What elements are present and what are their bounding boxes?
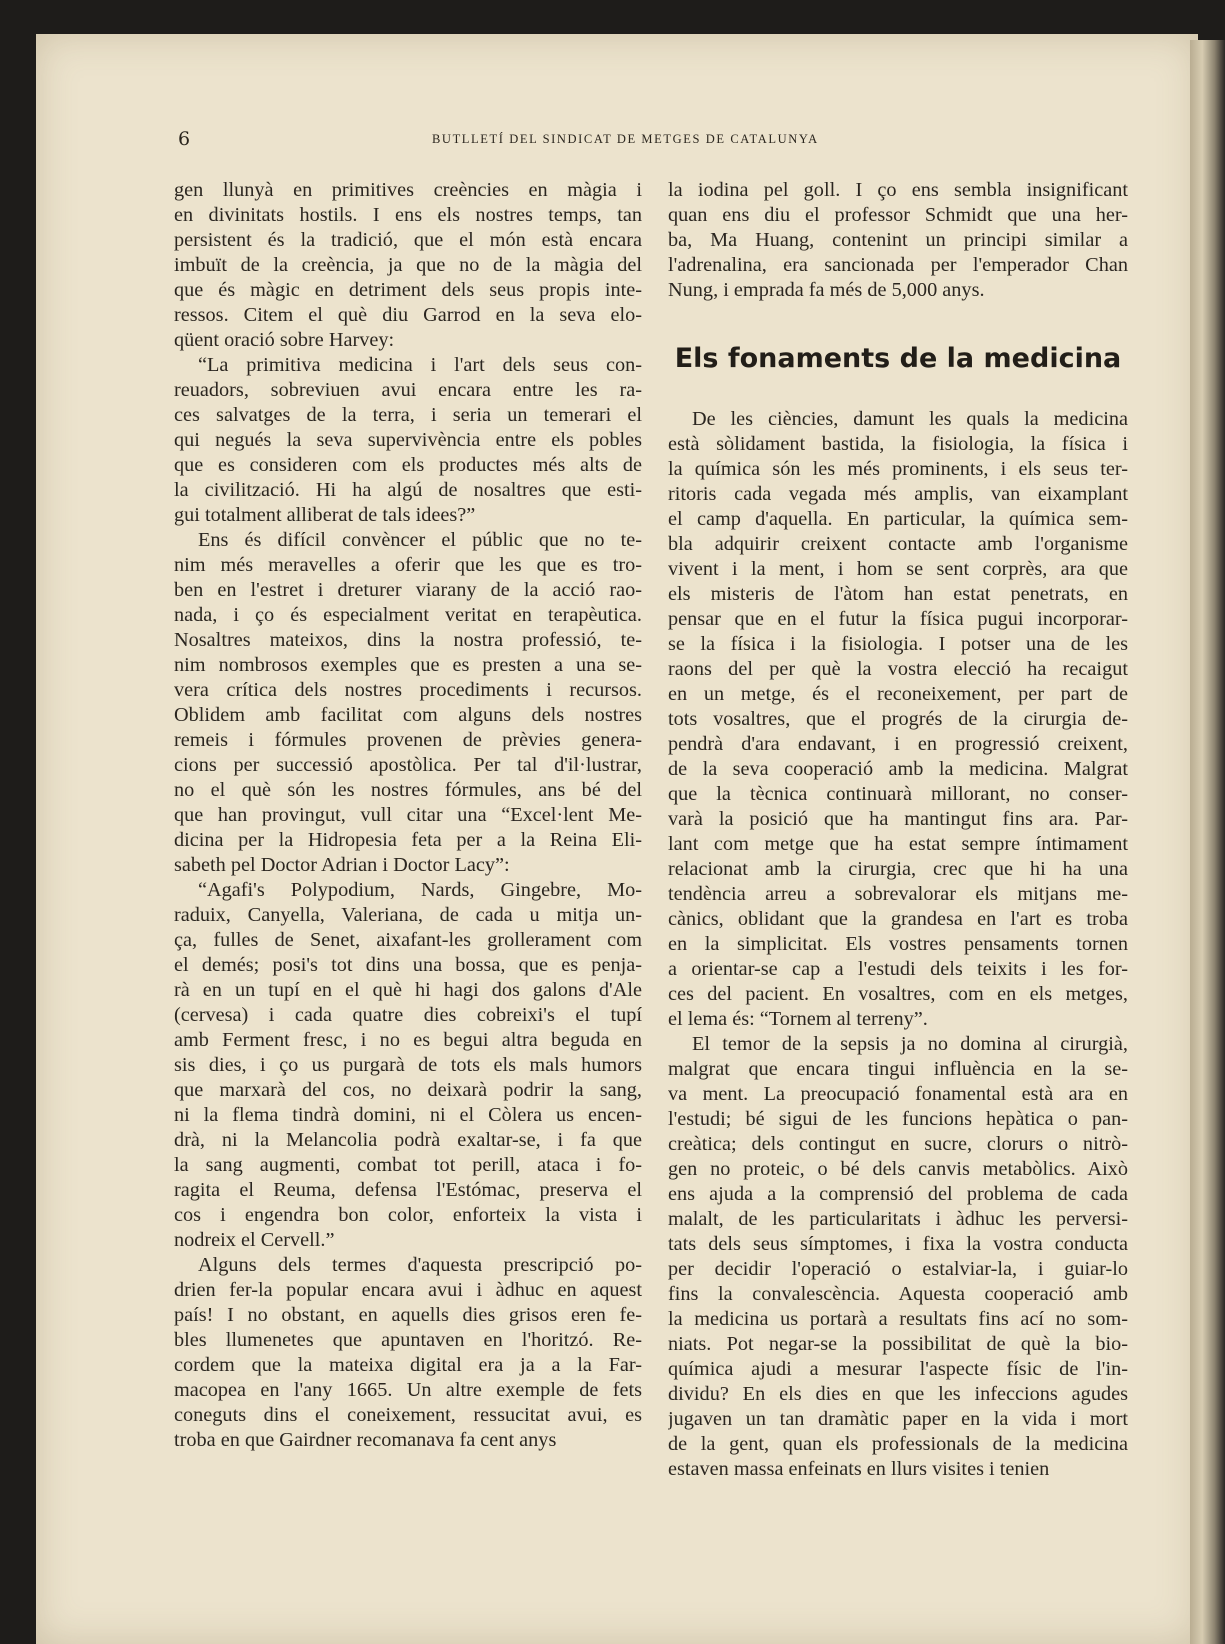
text-line: en un metge, és el reconeixement, per part de — [668, 683, 1128, 705]
right-column — [668, 178, 1128, 1482]
text-line: gen llunyà en primitives creències en màgia i — [174, 179, 642, 201]
page-edge — [1190, 40, 1225, 1644]
text-line: El temor de la sepsis ja no domina al cirurgià, — [692, 1033, 1128, 1055]
text-line: “Agafi's Polypodium, Nards, Gingebre, Mo- — [198, 879, 642, 901]
text-line: creàtica; dels contingut en sucre, clorurs o nitrò- — [668, 1133, 1128, 1155]
text-line: remeis i fórmules provenen de prèvies genera- — [174, 729, 642, 751]
text-line: vivent i la ment, i hom se sent corprès, ara que — [668, 558, 1128, 580]
text-line: raduix, Canyella, Valeriana, de cada u mitja un- — [174, 904, 642, 926]
text-line: ces salvatges de la terra, i seria un temerari el — [174, 404, 642, 426]
text-line: vera crítica dels nostres procediments i recursos. — [174, 679, 642, 701]
text-line: gui totalment alliberat de tals idees?” — [174, 504, 476, 526]
text-line: sis dies, i ço us purgarà de tots els mals humors — [174, 1054, 642, 1076]
right-body-text — [668, 407, 1128, 1482]
text-line: tendència arreu a sobrevalorar els mitjans me- — [668, 883, 1128, 905]
text-line: ressos. Citem el què diu Garrod en la seva elo- — [174, 304, 642, 326]
text-line: De les ciències, damunt les quals la medicina — [692, 408, 1128, 430]
text-line: coneguts dins el coneixement, ressucitat avui, es — [174, 1404, 642, 1426]
text-line: l'estudi; bé sigui de les funcions hepàtica o pan- — [668, 1108, 1128, 1130]
text-line: reuadors, sobreviuen avui encara entre les ra- — [174, 379, 642, 401]
text-line: ben en l'estret i dreturer viarany de la acció rao- — [174, 579, 642, 601]
text-line: ça, fulles de Senet, aixafant-les grollerament com — [174, 929, 642, 951]
text-line: cànics, oblidant que la grandesa en l'art es troba — [668, 908, 1128, 930]
text-line: que la tècnica continuarà millorant, no conser- — [668, 783, 1128, 805]
text-line: no el què són les nostres fórmules, ans bé del — [174, 779, 642, 801]
text-line: bles llumenetes que apuntaven en l'horitzó. Re- — [174, 1329, 642, 1351]
text-line: que han provingut, vull citar una “Excel·lent Me- — [174, 804, 642, 826]
text-line: fins la convalescència. Aquesta cooperació amb — [668, 1283, 1128, 1305]
text-line: nim nombrosos exemples que es presten a una se- — [174, 654, 642, 676]
text-line: “La primitiva medicina i l'art dels seus con- — [198, 354, 642, 376]
text-line: el lema és: “Tornem al terreny”. — [668, 1008, 928, 1030]
text-line: Nung, i emprada fa més de 5,000 anys. — [668, 279, 985, 301]
text-line: jugaven un tan dramàtic paper en la vida i mort — [668, 1408, 1128, 1430]
text-line: qüent oració sobre Harvey: — [174, 329, 395, 351]
text-line: que és màgic en detriment dels seus propis inte- — [174, 279, 642, 301]
text-line: tats dels seus símptomes, i fixa la vostra conducta — [668, 1233, 1128, 1255]
left-column — [174, 178, 642, 1453]
text-line: Nosaltres mateixos, dins la nostra professió, te- — [174, 629, 642, 651]
text-line: niats. Pot negar-se la possibilitat de què la bio- — [668, 1333, 1128, 1355]
text-line: nodreix el Cervell.” — [174, 1229, 335, 1251]
text-line: ragita el Reuma, defensa l'Estómac, preserva el — [174, 1179, 642, 1201]
text-line: ces del pacient. En vosaltres, com en els metges, — [668, 983, 1128, 1005]
page-number: 6 — [178, 128, 191, 150]
text-line: nim més meravelles a oferir que les que es tro- — [174, 554, 642, 576]
text-line: Oblidem amb facilitat com alguns dels nostres — [174, 704, 642, 726]
text-line: relacionat amb la cirurgia, crec que hi ha una — [668, 858, 1128, 880]
text-line: drien fer-la popular encara avui i àdhuc en aquest — [174, 1279, 642, 1301]
text-line: cordem que la mateixa digital era ja a la Far- — [174, 1354, 642, 1376]
text-line: la medicina us portarà a resultats fins ací no som- — [668, 1308, 1128, 1330]
text-line: ni la flema tindrà domini, ni el Còlera us encen- — [174, 1104, 642, 1126]
text-line: cos i engendra bon color, enforteix la vista i — [174, 1204, 642, 1226]
text-line: imbuït de la creència, ja que no de la màgia del — [174, 254, 642, 276]
text-line: en divinitats hostils. I ens els nostres temps, tan — [174, 204, 642, 226]
text-line: amb Ferment fresc, i no es begui altra beguda en — [174, 1029, 642, 1051]
text-line: se la física i la fisiologia. I potser una de les — [668, 633, 1128, 655]
journal-title: BUTLLETÍ DEL SINDICAT DE METGES DE CATALUNYA — [432, 132, 819, 146]
text-line: troba en que Gairdner recomanava fa cent anys — [174, 1429, 557, 1451]
text-line: qui negués la seva supervivència entre els pobles — [174, 429, 642, 451]
text-line: pendrà d'ara endavant, i en progressió creixent, — [668, 733, 1128, 755]
text-line: estaven massa enfeinats en llurs visites i tenien — [668, 1458, 1050, 1480]
text-line: lant com metge que ha estat sempre íntimament — [668, 833, 1128, 855]
text-line: la civilització. Hi ha algú de nosaltres que esti- — [174, 479, 642, 501]
text-line: per decidir l'operació o estalviar-la, i guiar-lo — [668, 1258, 1128, 1280]
text-line: ens ajuda a la comprensió del problema de cada — [668, 1183, 1128, 1205]
text-line: que marxarà del cos, no deixarà podrir la sang, — [174, 1079, 642, 1101]
text-line: el demés; posi's tot dins una bossa, que es penja- — [174, 954, 642, 976]
text-line: país! I no obstant, en aquells dies grisos eren fe- — [174, 1304, 642, 1326]
section-heading: Els fonaments de la medicina — [674, 343, 1122, 374]
text-line: quan ens diu el professor Schmidt que una her- — [668, 204, 1128, 226]
text-line: dicina per la Hidropesia feta per a la Reina Eli- — [174, 829, 642, 851]
right-intro-text — [668, 178, 1128, 303]
text-line: Alguns dels termes d'aquesta prescripció po- — [198, 1254, 642, 1276]
text-line: raons del per què la vostra elecció ha recaigut — [668, 658, 1128, 680]
text-line: que es consideren com els productes més alts de — [174, 454, 642, 476]
text-line: ritoris cada vegada més amplis, van eixamplant — [668, 483, 1128, 505]
text-line: el camp d'aquella. En particular, la química sem- — [668, 508, 1128, 530]
text-line: bla adquirir creixent contacte amb l'organisme — [668, 533, 1128, 555]
text-line: dividu? En els dies en que les infeccions agudes — [668, 1383, 1128, 1405]
text-line: (cervesa) i cada quatre dies cobreixi's el tupí — [174, 1004, 642, 1026]
running-header — [0, 128, 1225, 150]
text-line: nada, i ço és especialment veritat en terapèutica. — [174, 604, 642, 626]
text-line: química ajudi a mesurar l'aspecte físic de l'in- — [668, 1358, 1128, 1380]
text-line: de la seva cooperació amb la medicina. Malgrat — [668, 758, 1128, 780]
text-line: la iodina pel goll. I ço ens sembla insignificant — [668, 179, 1128, 201]
text-line: els misteris de l'àtom han estat penetrats, en — [668, 583, 1128, 605]
text-line: malalt, de les particularitats i àdhuc les perversi- — [668, 1208, 1128, 1230]
text-line: la sang augmenti, combat tot perill, ataca i fo- — [174, 1154, 642, 1176]
text-line: a orientar-se cap a l'estudi dels teixits i les for- — [668, 958, 1128, 980]
text-line: malgrat que encara tingui influència en la se- — [668, 1058, 1128, 1080]
text-line: cions per successió apostòlica. Per tal d'il·lustrar, — [174, 754, 642, 776]
text-line: l'adrenalina, era sancionada per l'emperador Chan — [668, 254, 1128, 276]
text-line: tots vosaltres, que el progrés de la cirurgia de- — [668, 708, 1128, 730]
text-line: drà, ni la Melancolia podrà exaltar-se, i fa que — [174, 1129, 642, 1151]
text-line: rà en un tupí en el què hi hagi dos galons d'Ale — [174, 979, 642, 1001]
text-line: sabeth pel Doctor Adrian i Doctor Lacy”: — [174, 854, 510, 876]
text-line: pensar que en el futur la física pugui incorporar- — [668, 608, 1128, 630]
text-line: macopea en l'any 1665. Un altre exemple de fets — [174, 1379, 642, 1401]
text-line: Ens és difícil convèncer el públic que no te- — [198, 529, 642, 551]
text-line: varà la posició que ha mantingut fins ara. Par- — [668, 808, 1128, 830]
text-line: en la simplicitat. Els vostres pensaments tornen — [668, 933, 1128, 955]
text-line: de la gent, quan els professionals de la medicina — [668, 1433, 1128, 1455]
text-line: va ment. La preocupació fonamental està ara en — [668, 1083, 1128, 1105]
text-line: està sòlidament bastida, la fisiologia, la física i — [668, 433, 1128, 455]
text-line: persistent és la tradició, que el món està encara — [174, 229, 642, 251]
text-line: ba, Ma Huang, contenint un principi similar a — [668, 229, 1128, 251]
text-line: gen no proteic, o bé dels canvis metabòlics. Això — [668, 1158, 1128, 1180]
text-line: la química són les més prominents, i els seus ter- — [668, 458, 1128, 480]
